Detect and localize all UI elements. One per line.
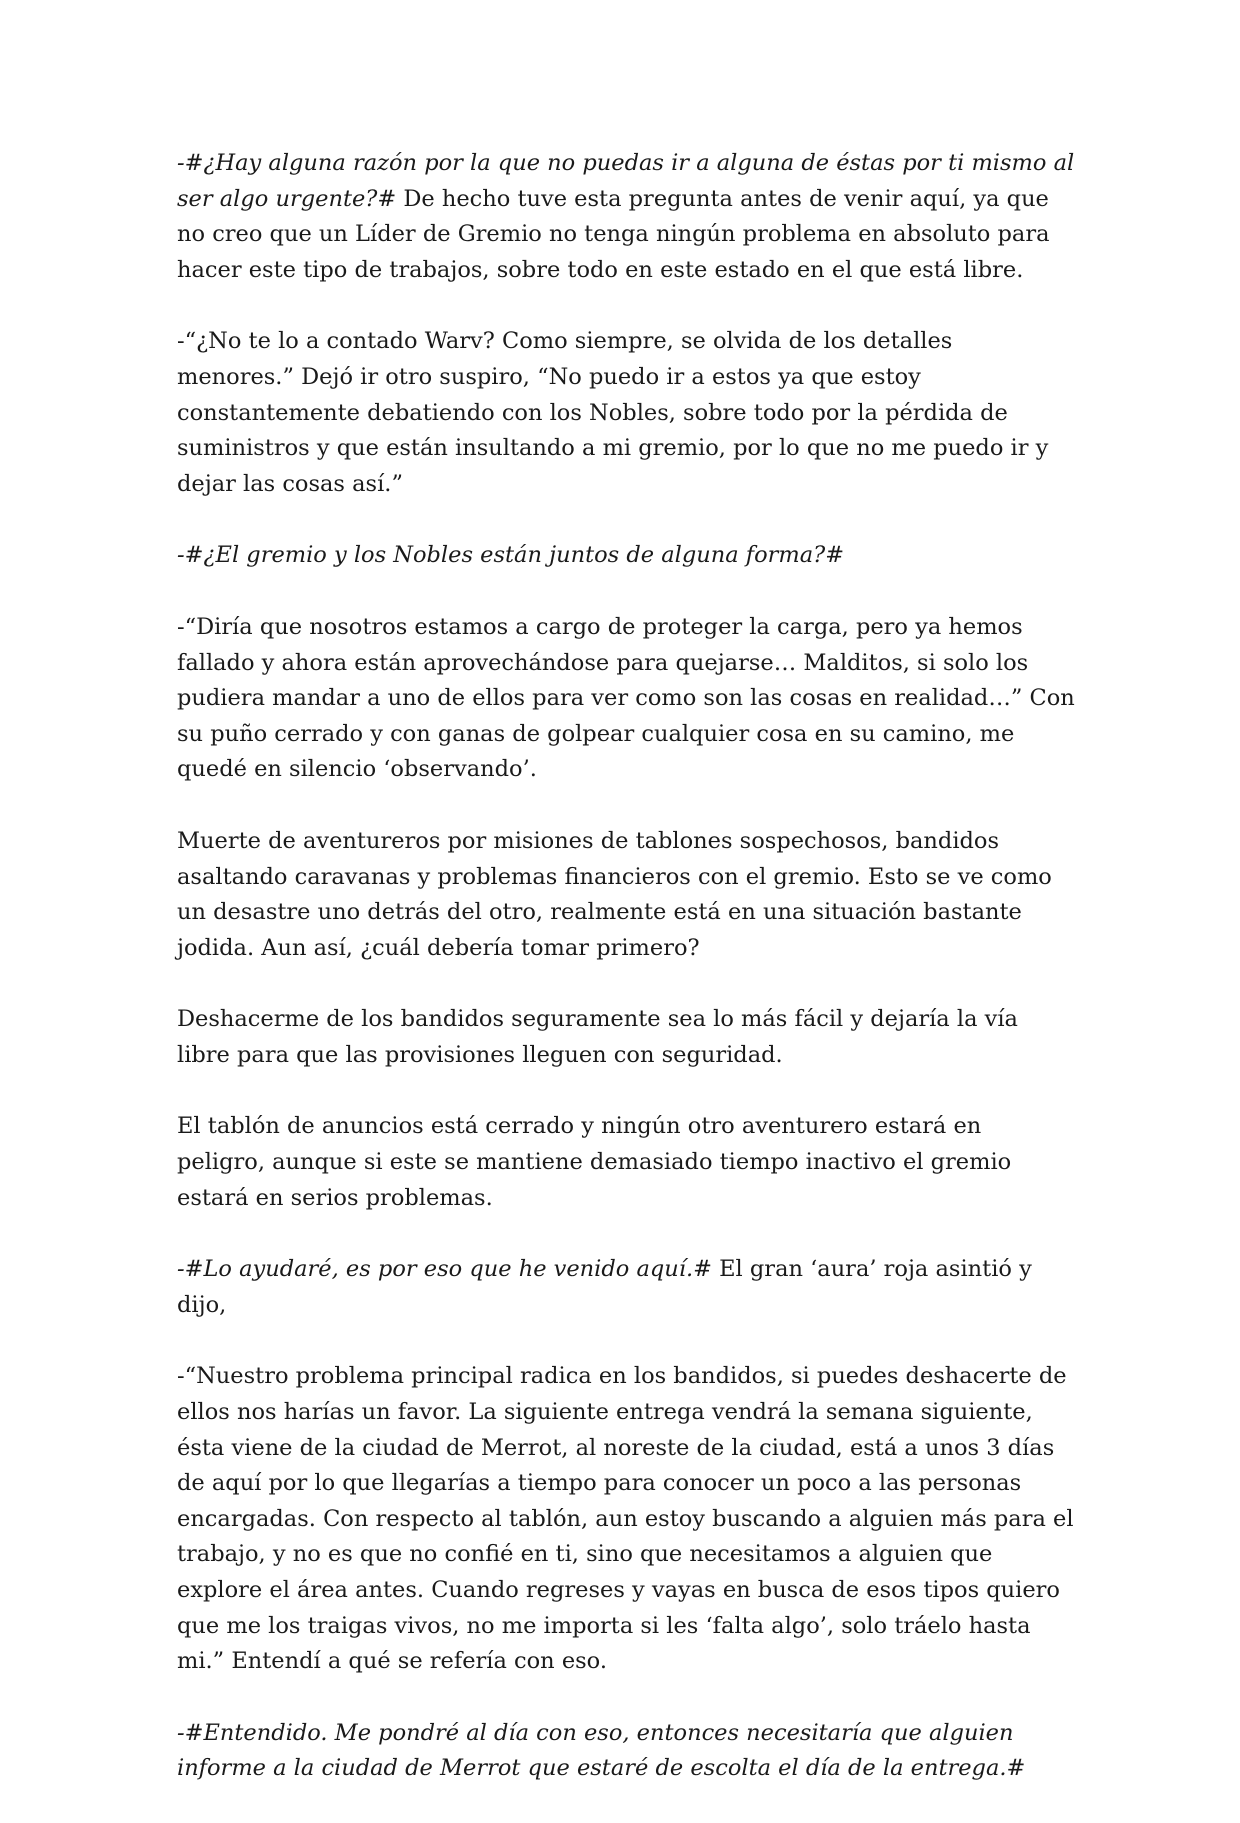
paragraph-2 — [177, 324, 1075, 502]
paragraph-1 — [177, 146, 1075, 288]
paragraph-4 — [177, 610, 1075, 788]
paragraph-3 — [177, 538, 1075, 574]
italic-thought: -#¿El gremio y los Nobles están juntos de alguna forma?# — [177, 542, 845, 569]
paragraph-text: Muerte de aventureros por misiones de tablones sospechosos, bandidos asaltando caravanas y problemas financieros con el gremio. Esto se ve como un desastre uno detrás del otro, realmente está en una situación bastante jodida. Aun así, ¿cuál debería tomar primero? — [177, 827, 1052, 961]
paragraph-text: El gran ‘aura’ roja asintió y dijo, — [177, 1256, 1032, 1318]
italic-thought: -#¿Hay alguna razón por la que no puedas ir a alguna de éstas por ti mismo al ser algo urgente?# — [177, 150, 1075, 212]
paragraph-7 — [177, 1109, 1075, 1216]
paragraph-text: -“Nuestro problema principal radica en los bandidos, si puedes deshacerte de ellos nos harías un favor. La siguiente entrega vendrá la semana siguiente, ésta viene de la ciudad de Merrot, al noreste de la ciudad, está a unos 3 días de aquí por lo que llegarías a tiempo para conocer un poco a las personas encargadas. Con respecto al tablón, aun estoy buscando a alguien más para el trabajo, y no es que no confié en ti, sino que necesitamos a alguien que explore el área antes. Cuando regreses y vayas en busca de esos tipos quiero que me los traigas vivos, no me importa si les ‘falta algo’, solo tráelo hasta mi.” Entendí a qué se refería con eso. — [177, 1363, 1074, 1675]
paragraph-6 — [177, 1002, 1075, 1073]
document-page — [177, 146, 1075, 1823]
paragraph-10 — [177, 1716, 1075, 1787]
paragraph-9 — [177, 1359, 1075, 1679]
paragraph-8 — [177, 1252, 1075, 1323]
paragraph-text: -“¿No te lo a contado Warv? Como siempre, se olvida de los detalles menores.” Dejó ir otro suspiro, “No puedo ir a estos ya que estoy constantemente debatiendo con los Nobles, sobre todo por la pérdida de suministros y que están insultando a mi gremio, por lo que no me puedo ir y dejar las cosas así.” — [177, 328, 1049, 497]
paragraph-text: El tablón de anuncios está cerrado y ningún otro aventurero estará en peligro, aunque si este se mantiene demasiado tiempo inactivo el gremio estará en serios problemas. — [177, 1113, 1012, 1211]
paragraph-text: -“Diría que nosotros estamos a cargo de proteger la carga, pero ya hemos fallado y ahora están aprovechándose para quejarse… Malditos, si solo los pudiera mandar a uno de ellos para ver como son las cosas en realidad…” Con su puño cerrado y con ganas de golpear cualquier cosa en su camino, me quedé en silencio ‘observando’. — [177, 613, 1075, 783]
paragraph-text: Deshacerme de los bandidos seguramente sea lo más fácil y dejaría la vía libre para que las provisiones lleguen con seguridad. — [177, 1006, 1018, 1068]
italic-thought: -#Lo ayudaré, es por eso que he venido aquí.# — [177, 1256, 712, 1283]
paragraph-5 — [177, 824, 1075, 966]
paragraph-text: De hecho tuve esta pregunta antes de venir aquí, ya que no creo que un Líder de Gremio no tenga ningún problema en absoluto para hacer este tipo de trabajos, sobre todo en este estado en el que está libre. — [177, 185, 1050, 283]
italic-thought: -#Entendido. Me pondré al día con eso, entonces necesitaría que alguien informe a la ciudad de Merrot que estaré de escolta el día de la entrega.# — [177, 1719, 1026, 1782]
